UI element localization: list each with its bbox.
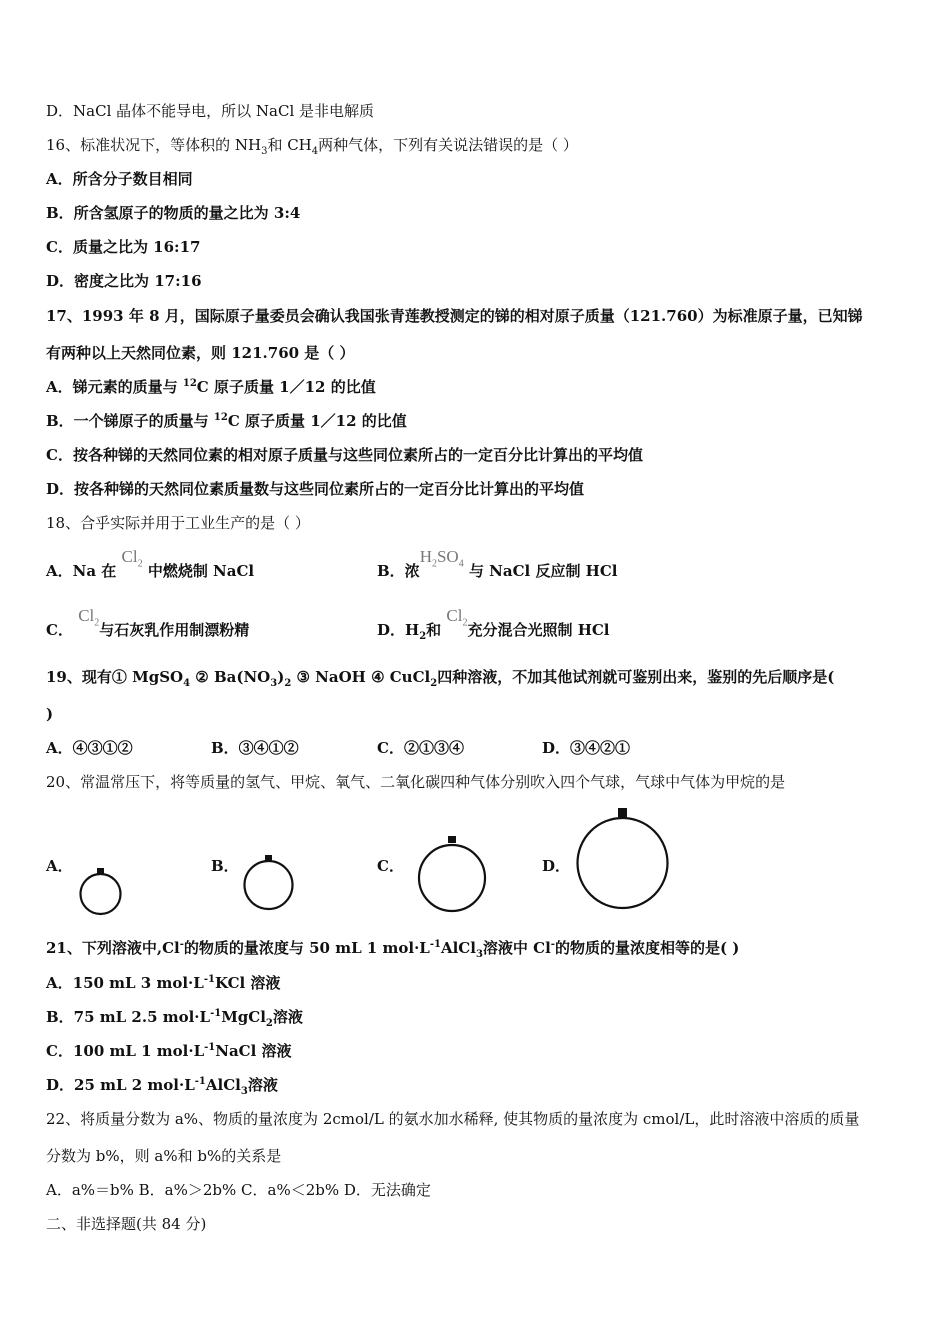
q17-stem-line1: 17、1993 年 8 月，国际原子量委员会确认我国张青莲教授测定的锑的相对原子质量（121.760）为标准原子量，已知锑 [46,307,863,325]
q18-option-c: C． $Cl_2$与石灰乳作用制漂粉精 [46,606,250,639]
q19-stem-end: ) [46,705,54,723]
section-heading: 二、非选择题(共 84 分) [46,1215,207,1233]
q16-option-d: D．密度之比为 17:16 [46,272,202,290]
q16-option-c: C．质量之比为 16:17 [46,238,201,256]
q21-option-a: A．150 mL 3 $mol\cdot L^{-1}KCl$ 溶液 [46,974,281,992]
q19-option-b: B．③④①② [211,739,299,757]
q20-option-d: D． [542,857,571,875]
q20-option-b: B． [211,857,239,875]
q19-option-d: D．③④②① [542,739,631,757]
q16-option-b: B．所含氢原子的物质的量之比为 3:4 [46,204,301,222]
h2so4-formula: $H_2SO_4$ [419,547,464,570]
cl2-formula: $Cl_2$ [446,606,468,629]
balloon-c-image [414,834,490,916]
cl2-formula: $Cl_2$ [121,547,143,570]
q19-option-c: C．②①③④ [377,739,464,757]
balloon-b-image [240,853,298,915]
q18-option-d: D．$H_2$和 $Cl_2$充分混合光照制 HCl [377,606,610,642]
cl2-formula: $Cl_2$ [78,606,100,629]
q17-option-c: C．按各种锑的天然同位素的相对原子质量与这些同位素所占的一定百分比计算出的平均值 [46,446,643,464]
q16-stem: 16、标准状况下，等体积的 $NH_3$和 $CH_4$两种气体，下列有关说法错误的是（ ） [46,136,578,157]
q22-stem-line1: 22、将质量分数为 a%、物质的量浓度为 2cmol/L 的氨水加水稀释, 使其物质的量浓度为 cmol/L，此时溶液中溶质的质量 [46,1110,860,1128]
q22-stem-line2: 分数为 b%，则 a%和 b%的关系是 [46,1147,282,1165]
q21-option-c: C．100 mL 1 $mol\cdot L^{-1}NaCl$ 溶液 [46,1042,292,1060]
q20-option-c: C． [377,857,404,875]
q19-option-a: A．④③①② [46,739,133,757]
q20-stem: 20、常温常压下，将等质量的氢气、甲烷、氧气、二氧化碳四种气体分别吹入四个气球，气球中气体为甲烷的是 [46,773,786,791]
q16-option-a: A．所含分子数目相同 [46,170,193,188]
balloon-d-image [573,806,673,912]
q18-option-a: A．Na 在 $Cl_2$ 中燃烧制 NaCl [46,547,255,580]
q21-option-b: B．75 mL 2.5 $mol\cdot L^{-1}MgCl_2$溶液 [46,1008,303,1029]
q17-option-b: B．一个锑原子的质量与 $^{12}$C 原子质量 1／12 的比值 [46,412,407,430]
q19-stem: 19、现有① MgSO$_4$ ② $Ba(NO_3)_2$ ③ NaOH ④ CuCl$_2$四种溶液，不加其他试剂就可鉴别出来，鉴别的先后顺序是( [46,668,835,689]
q18-stem: 18、合乎实际并用于工业生产的是（ ） [46,514,310,532]
q21-option-d: D．25 mL 2 $mol\cdot L^{-1}AlCl_3$溶液 [46,1076,278,1097]
q17-option-d: D．按各种锑的天然同位素质量数与这些同位素所占的一定百分比计算出的平均值 [46,480,585,498]
balloon-a-image [76,866,126,918]
q20-option-a: A． [46,857,73,875]
q17-option-a: A．锑元素的质量与 $^{12}$C 原子质量 1／12 的比值 [46,378,376,396]
q17-stem-line2: 有两种以上天然同位素，则 121.760 是（ ） [46,344,355,362]
q15-option-d: D．NaCl 晶体不能导电，所以 NaCl 是非电解质 [46,102,375,120]
q22-options: A．a%＝b% B．a%＞2b% C．a%＜2b% D．无法确定 [46,1181,431,1199]
q18-option-b: B．浓$H_2SO_4$ 与 NaCl 反应制 HCl [377,547,618,580]
q21-stem: 21、下列溶液中,Cl-的物质的量浓度与 50 mL 1 $mol\cdot L^{-1}AlCl_3$溶液中 Cl-的物质的量浓度相等的是( ) [46,939,740,960]
